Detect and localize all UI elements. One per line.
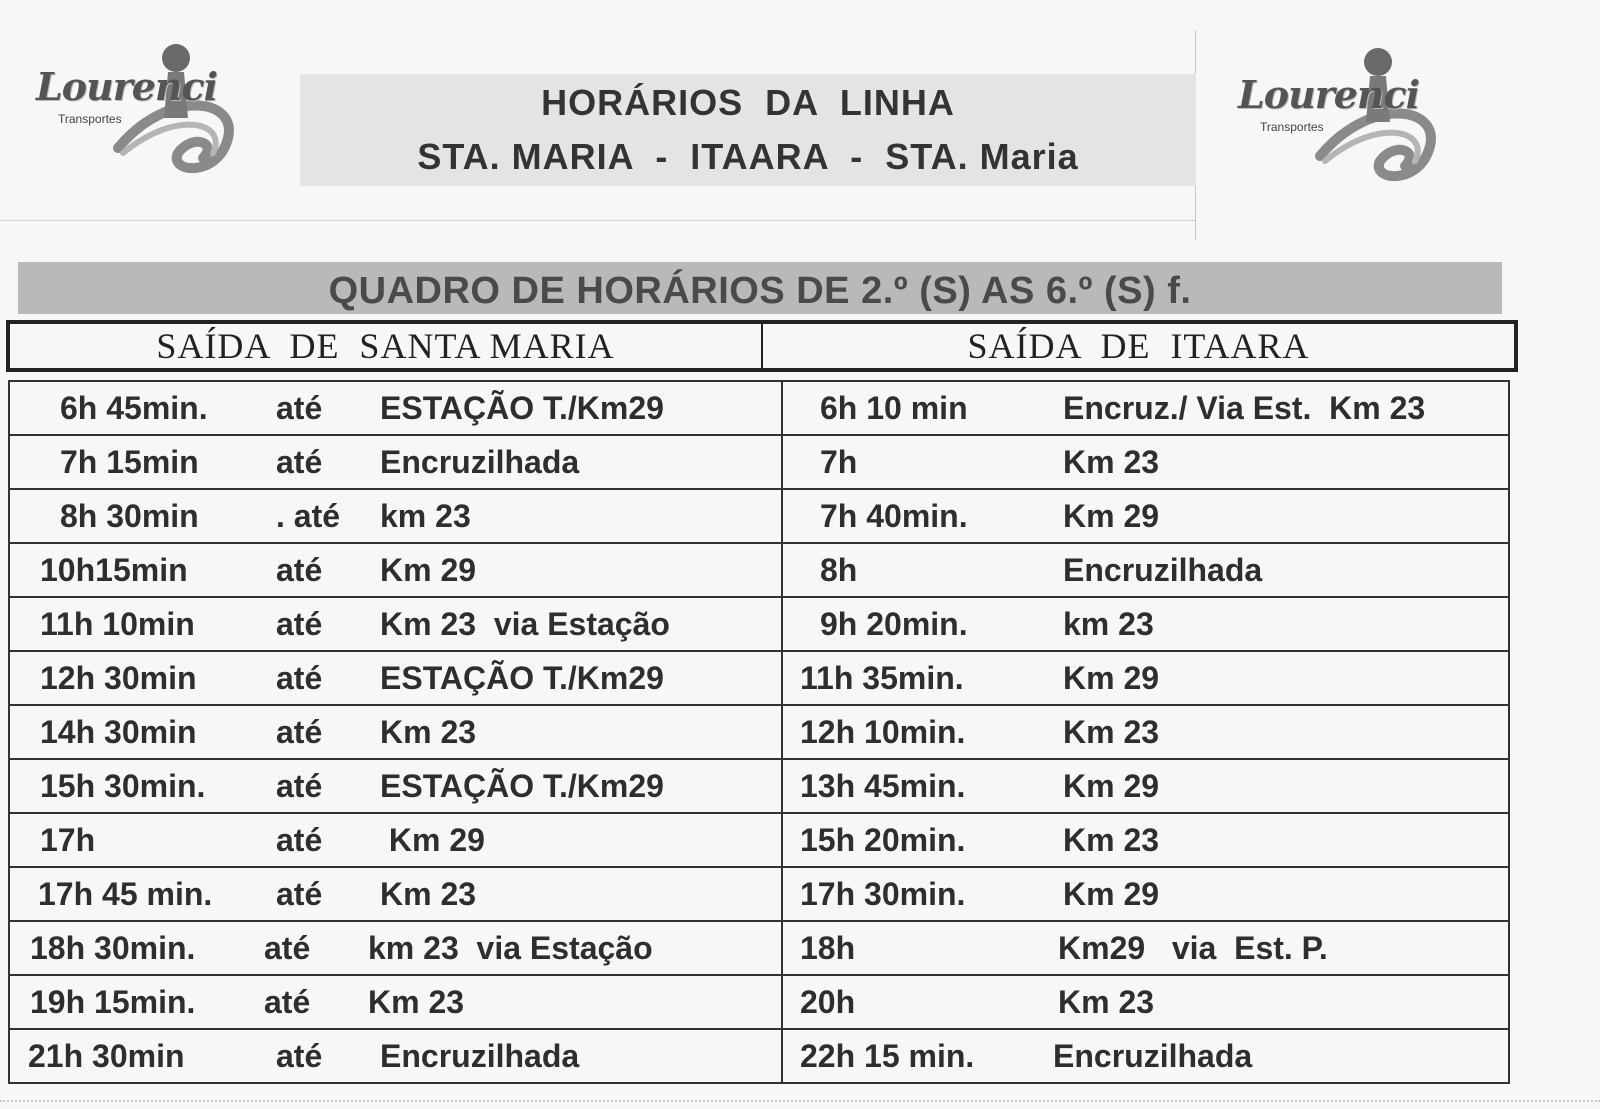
- destination: ESTAÇÃO T./Km29: [380, 660, 664, 696]
- destination: Km 23: [380, 876, 477, 912]
- destination: Km 23: [380, 714, 477, 750]
- destination: Km 23 via Estação: [380, 606, 670, 642]
- return-destination: Km 29: [1063, 876, 1160, 912]
- table-row: [8, 652, 1510, 706]
- table-row: [8, 922, 1510, 976]
- departure-time: 7h 15min: [60, 444, 199, 480]
- return-destination: Encruz./ Via Est. Km 23: [1063, 390, 1426, 426]
- ate-label: até: [276, 876, 323, 912]
- ate-label: até: [264, 984, 311, 1020]
- return-destination: Km 23: [1058, 984, 1155, 1020]
- logo-wordmark: Lourenci: [1238, 72, 1420, 117]
- return-destination: Encruzilhada: [1053, 1038, 1253, 1074]
- table-row: [8, 380, 1510, 436]
- return-time: 13h 45min.: [800, 768, 966, 804]
- destination: Encruzilhada: [380, 444, 580, 480]
- ate-label: até: [264, 930, 311, 966]
- destination: km 23 via Estação: [368, 930, 653, 966]
- table-row: [8, 598, 1510, 652]
- logo-subtitle: Transportes: [58, 112, 122, 126]
- departure-time: 15h 30min.: [40, 768, 206, 804]
- column-headers: [6, 320, 1518, 372]
- departure-time: 6h 45min.: [60, 390, 208, 426]
- departure-time: 21h 30min: [28, 1038, 185, 1074]
- section-bar: [18, 262, 1502, 314]
- ate-label: até: [276, 660, 323, 696]
- departure-time: 17h 45 min.: [38, 876, 213, 912]
- table-row: [8, 490, 1510, 544]
- bottom-dotted-rule: [0, 1100, 1600, 1102]
- route-title: STA. MARIA - ITAARA - STA. Maria: [417, 136, 1079, 177]
- departure-time: 18h 30min.: [30, 930, 196, 966]
- departure-time: 11h 10min: [40, 606, 195, 642]
- table-row: [8, 976, 1510, 1030]
- return-time: 8h: [820, 552, 858, 588]
- return-time: 18h: [800, 930, 856, 966]
- return-destination: Km 29: [1063, 660, 1160, 696]
- dotted-rule: [0, 220, 1195, 221]
- ate-label: até: [276, 552, 323, 588]
- title-box: [300, 74, 1196, 186]
- ate-label: até: [276, 822, 323, 858]
- return-destination: Km 23: [1063, 822, 1160, 858]
- destination: Encruzilhada: [380, 1038, 580, 1074]
- table-row: [8, 760, 1510, 814]
- departure-time: 17h: [40, 822, 96, 858]
- return-destination: Km 29: [1063, 498, 1160, 534]
- ate-label: até: [276, 444, 323, 480]
- return-time: 22h 15 min.: [800, 1038, 975, 1074]
- ate-label: até: [276, 768, 323, 804]
- destination: km 23: [380, 498, 471, 534]
- departure-time: 19h 15min.: [30, 984, 196, 1020]
- return-time: 7h: [820, 444, 858, 480]
- schedule-table: [8, 380, 1510, 1084]
- page-title: HORÁRIOS DA LINHA: [541, 82, 955, 123]
- ate-label: até: [276, 390, 323, 426]
- table-row: [8, 868, 1510, 922]
- return-time: 7h 40min.: [820, 498, 968, 534]
- header-itaara: SAÍDA DE ITAARA: [761, 324, 1514, 368]
- destination: Km 23: [368, 984, 465, 1020]
- table-row: [8, 706, 1510, 760]
- table-row: [8, 436, 1510, 490]
- return-destination: Km 23: [1063, 714, 1160, 750]
- destination: ESTAÇÃO T./Km29: [380, 768, 664, 804]
- lourenci-logo-left: [28, 28, 248, 188]
- return-time: 15h 20min.: [800, 822, 966, 858]
- return-time: 11h 35min.: [800, 660, 964, 696]
- table-row: [8, 1030, 1510, 1084]
- return-time: 6h 10 min: [820, 390, 968, 426]
- departure-time: 14h 30min: [40, 714, 197, 750]
- table-row: [8, 544, 1510, 598]
- destination: ESTAÇÃO T./Km29: [380, 390, 664, 426]
- table-row: [8, 814, 1510, 868]
- lourenci-logo-right: [1230, 36, 1450, 196]
- departure-time: 8h 30min: [60, 498, 199, 534]
- header-santa-maria: SAÍDA DE SANTA MARIA: [156, 326, 615, 366]
- return-time: 12h 10min.: [800, 714, 966, 750]
- return-destination: Km29 via Est. P.: [1058, 930, 1328, 966]
- return-destination: Km 29: [1063, 768, 1160, 804]
- logo-subtitle: Transportes: [1260, 120, 1324, 134]
- return-destination: km 23: [1063, 606, 1154, 642]
- destination: Km 29: [380, 552, 477, 588]
- ate-label: até: [276, 714, 323, 750]
- ate-label: até: [276, 606, 323, 642]
- destination: Km 29: [380, 822, 485, 858]
- departure-time: 12h 30min: [40, 660, 197, 696]
- logo-wordmark: Lourenci: [36, 64, 218, 109]
- return-time: 9h 20min.: [820, 606, 968, 642]
- return-time: 17h 30min.: [800, 876, 966, 912]
- return-destination: Km 23: [1063, 444, 1160, 480]
- departure-time: 10h15min: [40, 552, 188, 588]
- return-destination: Encruzilhada: [1063, 552, 1263, 588]
- ate-label: até: [276, 1038, 323, 1074]
- ate-label: . até: [276, 498, 341, 534]
- section-title: QUADRO DE HORÁRIOS DE 2.º (S) AS 6.º (S) f.: [328, 270, 1192, 312]
- return-time: 20h: [800, 984, 856, 1020]
